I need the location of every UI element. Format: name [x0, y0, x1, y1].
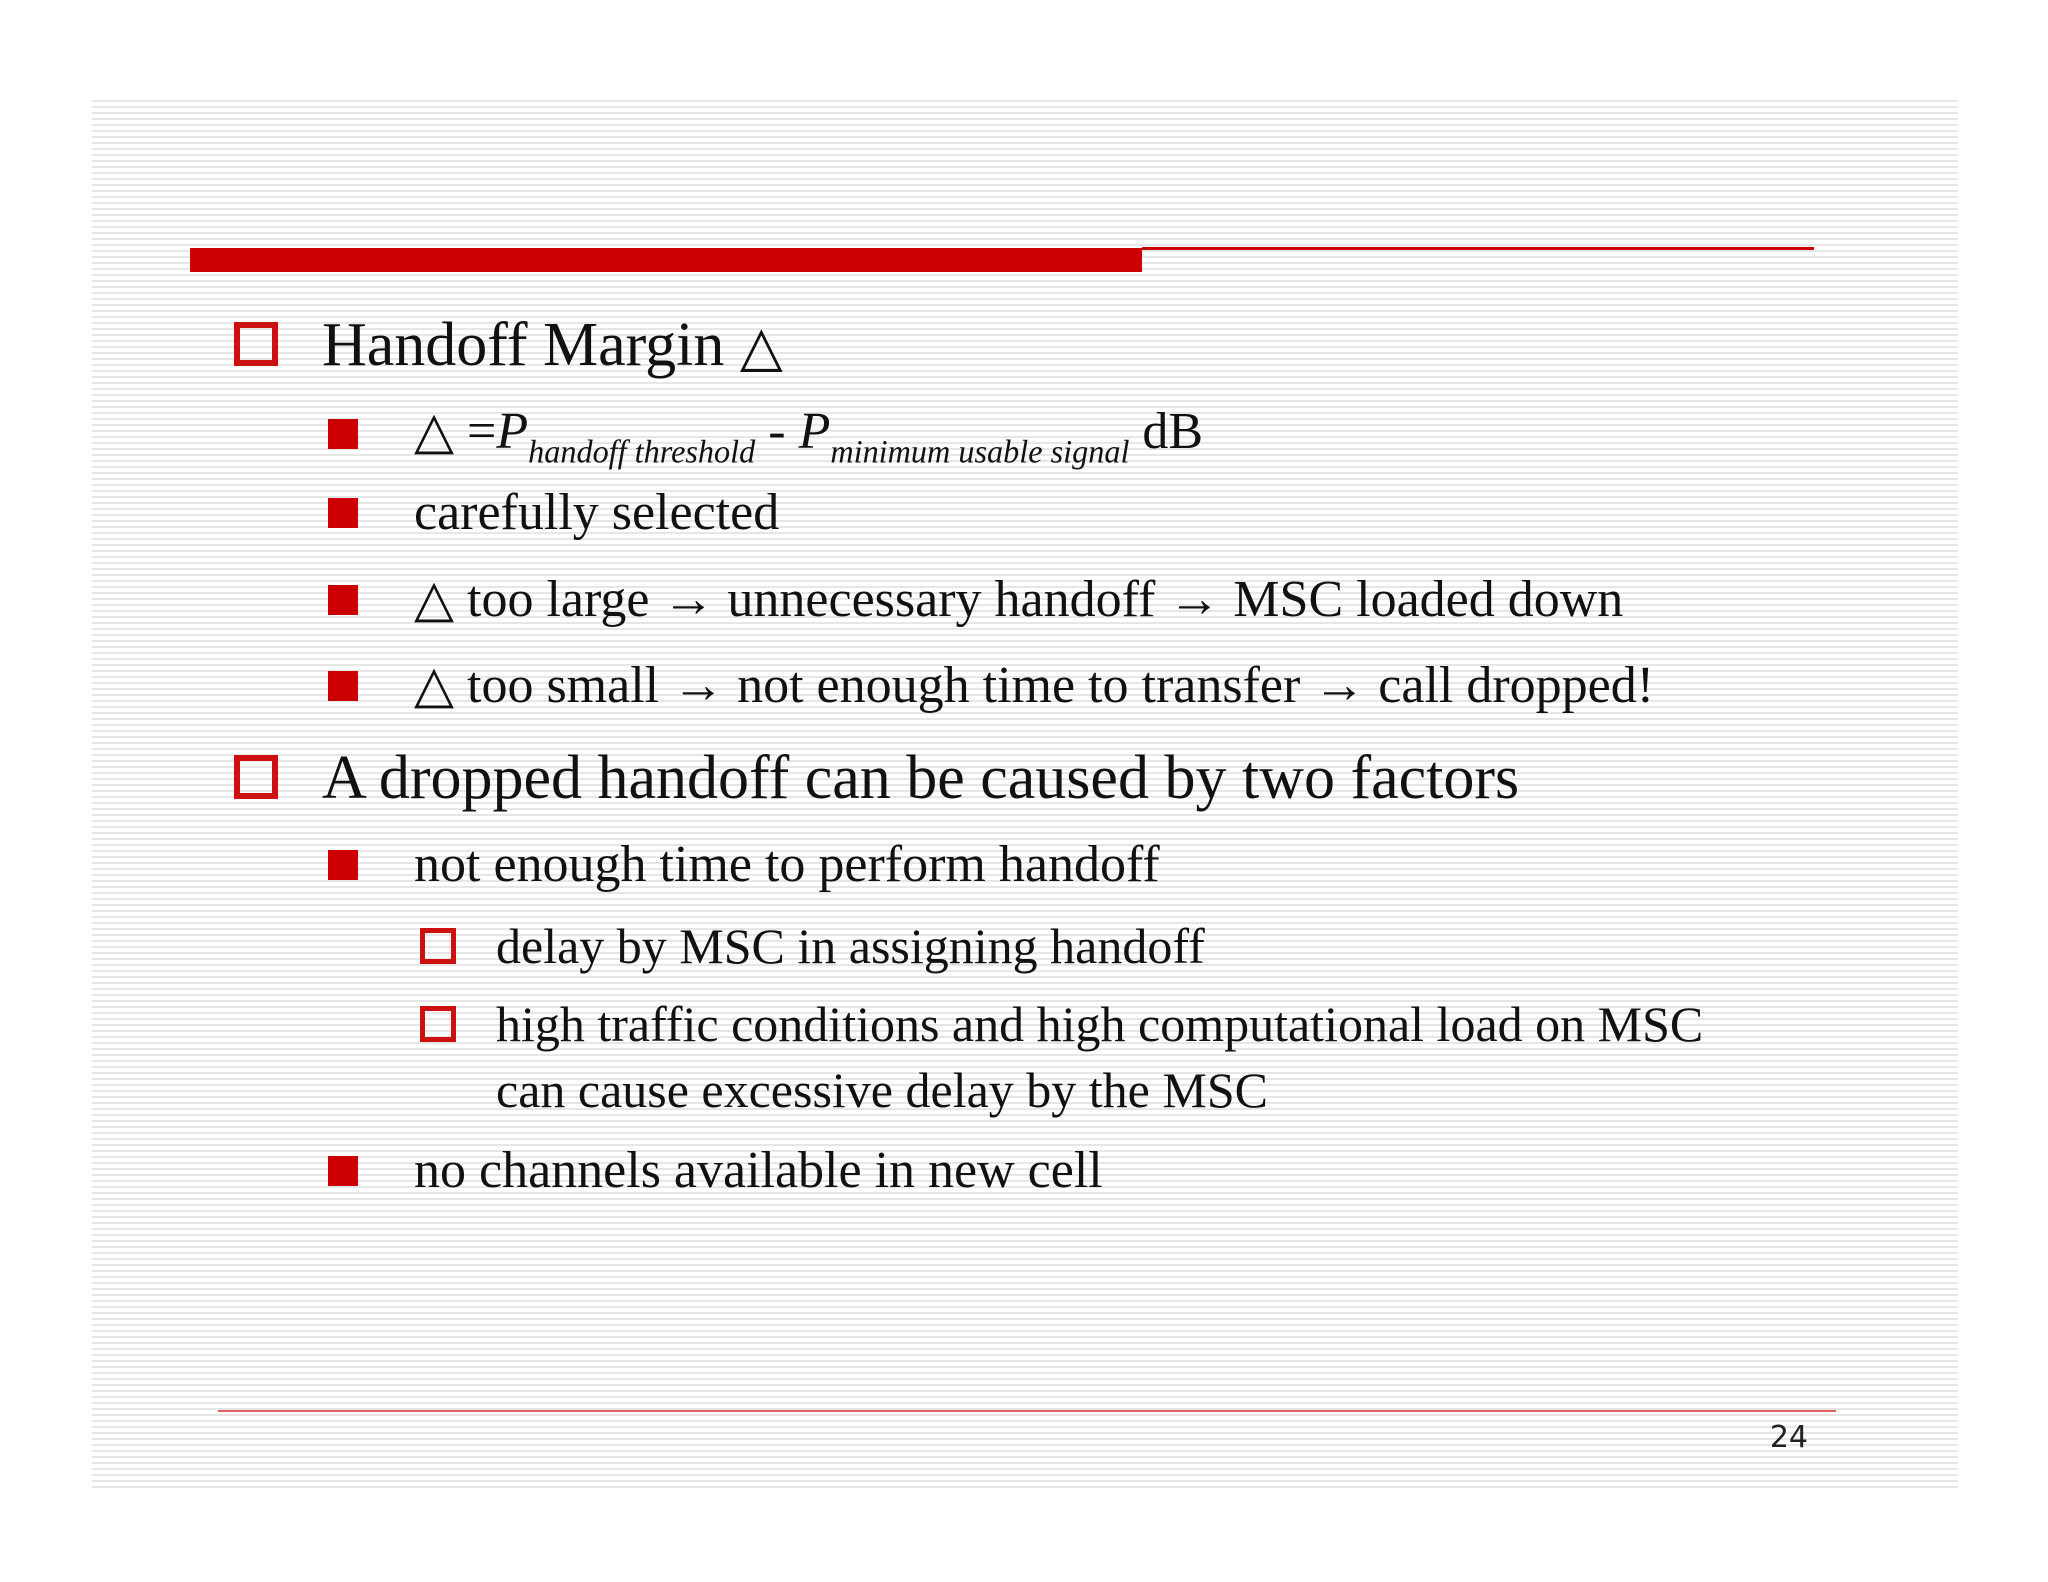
- bullet-not-enough-time: not enough time to perform handoff: [414, 836, 1160, 893]
- formula-p1-sub: handoff threshold: [528, 433, 756, 470]
- formula-delta: △: [414, 403, 454, 460]
- footer-line: [218, 1410, 1836, 1412]
- formula-equals: =: [467, 403, 497, 460]
- bullet-dropped-handoff: A dropped handoff can be caused by two factors: [322, 744, 1520, 812]
- bullet-no-channels: no channels available in new cell: [414, 1142, 1103, 1199]
- bullet-too-large: △ too large → unnecessary handoff → MSC loaded down: [414, 571, 1624, 628]
- hollow-square-bullet-icon: [420, 928, 456, 964]
- header-bar-thick: [190, 248, 1142, 272]
- filled-square-bullet-icon: [328, 1156, 358, 1186]
- filled-square-bullet-icon: [328, 850, 358, 880]
- filled-square-bullet-icon: [328, 671, 358, 701]
- bullet-high-traffic-continued: can cause excessive delay by the MSC: [496, 1062, 1268, 1118]
- formula-line: [414, 402, 1203, 482]
- formula-minus: -: [768, 403, 786, 460]
- bullet-high-traffic: high traffic conditions and high computational load on MSC: [496, 996, 1704, 1052]
- formula-p1: P: [496, 403, 529, 460]
- bullet-text: Handoff Margin: [322, 311, 725, 379]
- filled-square-bullet-icon: [328, 498, 358, 528]
- formula-unit: dB: [1142, 403, 1204, 460]
- bullet-handoff-margin: [322, 310, 783, 382]
- bullet-carefully-selected: carefully selected: [414, 484, 780, 541]
- hollow-square-bullet-icon: [234, 322, 278, 366]
- filled-square-bullet-icon: [328, 585, 358, 615]
- page-number: 24: [1769, 1420, 1808, 1455]
- formula-p2: P: [798, 403, 831, 460]
- formula-p2-sub: minimum usable signal: [830, 433, 1130, 470]
- delta-icon: △: [739, 316, 783, 378]
- bullet-delay-by-msc: delay by MSC in assigning handoff: [496, 918, 1205, 974]
- bullet-too-small: △ too small → not enough time to transfer → call dropped!: [414, 657, 1655, 714]
- header-bar-thin: [1142, 247, 1814, 250]
- hollow-square-bullet-icon: [234, 755, 278, 799]
- filled-square-bullet-icon: [328, 419, 358, 449]
- hollow-square-bullet-icon: [420, 1006, 456, 1042]
